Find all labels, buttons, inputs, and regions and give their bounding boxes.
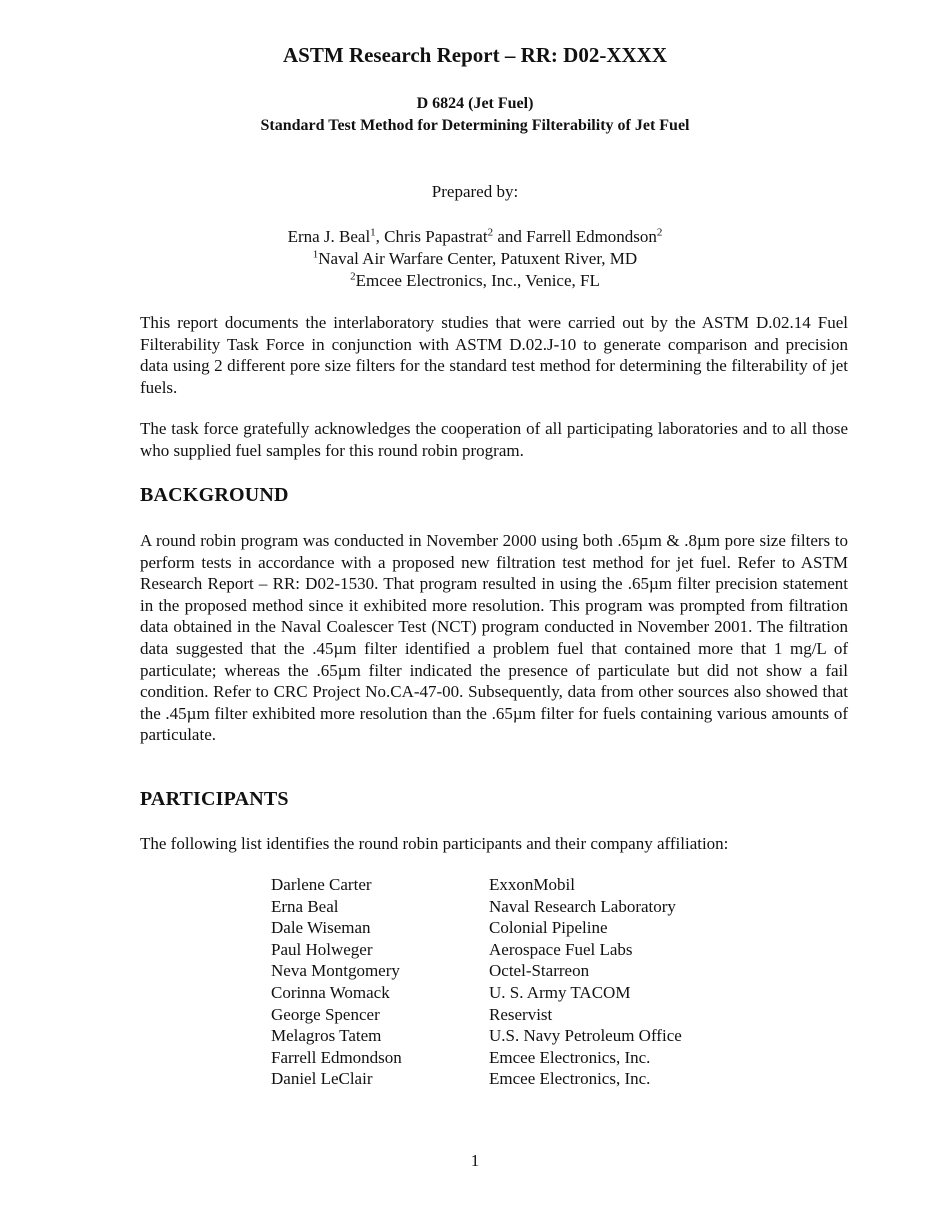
- participant-company: Reservist: [489, 1004, 553, 1024]
- participant-name: Dale Wiseman: [271, 918, 371, 938]
- participant-name: Erna Beal: [271, 896, 339, 916]
- participant-row: [0, 961, 950, 983]
- report-title: ASTM Research Report – RR: D02-XXXX: [283, 43, 667, 67]
- affiliation-text: Naval Air Warfare Center, Patuxent River, MD: [318, 249, 638, 268]
- participant-row: [0, 983, 950, 1005]
- acknowledgement-paragraph: The task force gratefully acknowledges the cooperation of all participating laboratories and to all those who supplied fuel samples for this round robin program.: [140, 419, 848, 460]
- participant-name: Neva Montgomery: [271, 961, 400, 981]
- intro-paragraph: This report documents the interlaboratory studies that were carried out by the ASTM D.02.14 Fuel Filterability Task Force in conjunction with ASTM D.02.J-10 to generate comparison and precision data using 2 different pore size filters for the standard test method for determining the filterability of jet fuels.: [140, 313, 848, 397]
- author-block: [0, 226, 950, 292]
- participant-name: Farrell Edmondson: [271, 1047, 402, 1067]
- participant-row: [0, 1026, 950, 1048]
- participant-row: [0, 1005, 950, 1027]
- author-name: and Farrell Edmondson: [493, 227, 657, 246]
- prepared-by-label: Prepared by:: [431, 182, 519, 201]
- affiliation-line: [0, 270, 950, 292]
- participant-company: U.S. Navy Petroleum Office: [489, 1026, 682, 1046]
- method-name: Standard Test Method for Determining Filterability of Jet Fuel: [260, 117, 690, 134]
- participant-row: [0, 1048, 950, 1070]
- affiliation-superscript: 2: [350, 270, 356, 283]
- participant-row: [0, 940, 950, 962]
- participant-row: [0, 918, 950, 940]
- author-superscript: 2: [487, 226, 494, 239]
- author-superscript: 1: [370, 226, 376, 239]
- participant-name: George Spencer: [271, 1004, 380, 1024]
- participant-name: Corinna Womack: [271, 982, 390, 1002]
- participants-intro: The following list identifies the round robin participants and their company affiliation:: [140, 834, 729, 853]
- participant-company: Emcee Electronics, Inc.: [489, 1069, 651, 1089]
- participant-company: Naval Research Laboratory: [489, 896, 676, 916]
- participant-company: Aerospace Fuel Labs: [489, 939, 633, 959]
- participant-name: Daniel LeClair: [271, 1069, 373, 1089]
- method-code: D 6824 (Jet Fuel): [416, 95, 534, 112]
- participant-name: Paul Holweger: [271, 939, 373, 959]
- participant-company: Colonial Pipeline: [489, 918, 608, 938]
- affiliation-line: [0, 248, 950, 270]
- participant-company: Octel-Starreon: [489, 961, 590, 981]
- participant-company: Emcee Electronics, Inc.: [489, 1047, 651, 1067]
- background-paragraph: A round robin program was conducted in November 2000 using both .65µm & .8µm pore size filters to perform tests in accordance with a proposed new filtration test method for jet fuel. Refer to ASTM Research Report – RR: D02-1530. That program resulted in using the .65µm filter precision statement in the proposed method since it exhibited more resolution. This program was prompted from filtration data obtained in the Naval Coalescer Test (NCT) program conducted in November 2001. The filtration data suggested that the .45µm filter identified a problem fuel that contained more that 1 mg/L of particulate; whereas the .65µm filter indicated the presence of particulate but did not show a fail condition. Refer to CRC Project No.CA-47-00. Subsequently, data from other sources also showed that the .45µm filter exhibited more resolution than the .65µm filter for fuels containing various amounts of particulate.: [140, 531, 848, 745]
- affiliation-text: Emcee Electronics, Inc., Venice, FL: [355, 271, 600, 290]
- author-name: Erna J. Beal: [287, 227, 371, 246]
- author-superscript: 2: [656, 226, 663, 239]
- participant-row: [0, 1069, 950, 1091]
- background-heading: BACKGROUND: [140, 484, 289, 506]
- participant-name: Darlene Carter: [271, 875, 372, 894]
- participant-row: [0, 897, 950, 919]
- participant-company: U. S. Army TACOM: [489, 982, 631, 1002]
- author-line: [0, 226, 950, 248]
- participant-company: ExxonMobil: [489, 875, 575, 894]
- participant-name: Melagros Tatem: [271, 1026, 382, 1046]
- participants-heading: PARTICIPANTS: [140, 788, 289, 810]
- participant-list: [0, 875, 950, 1091]
- affiliation-superscript: 1: [312, 248, 319, 261]
- participant-row: [0, 875, 950, 897]
- author-name: , Chris Papastrat: [375, 227, 488, 246]
- page-number: 1: [470, 1151, 480, 1170]
